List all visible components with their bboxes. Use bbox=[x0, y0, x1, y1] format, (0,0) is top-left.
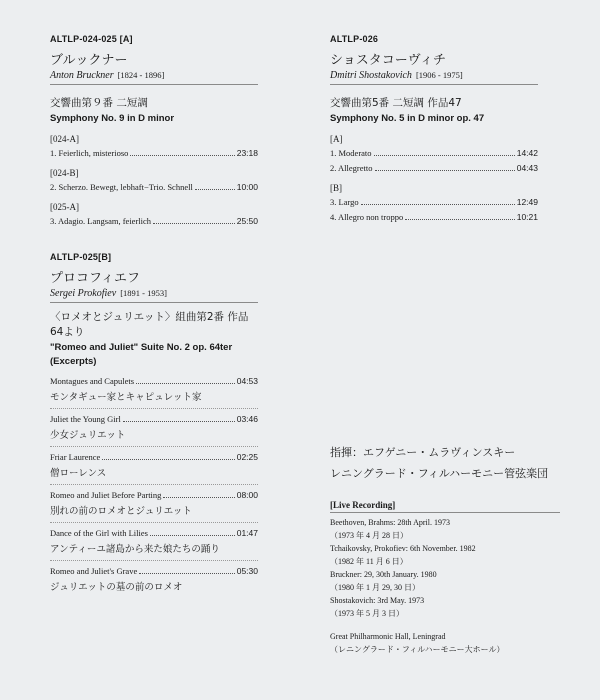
composer-name-jp: ショスタコーヴィチ bbox=[330, 53, 446, 68]
track-duration: 25:50 bbox=[236, 216, 258, 226]
track-item bbox=[50, 490, 258, 523]
track-title-jp: ジュリエットの墓の前のロメオ bbox=[50, 582, 183, 593]
catalog-code: ALTLP-024-025 [A] bbox=[50, 34, 133, 44]
track-item bbox=[50, 528, 258, 561]
track-title-jp: アンティーユ諸島から来た娘たちの踊り bbox=[50, 541, 258, 561]
track-title-jp: 別れの前のロメオとジュリエット bbox=[50, 503, 258, 523]
track-title: 4. Allegro non troppo bbox=[330, 212, 404, 222]
track-title: 2. Allegretto bbox=[330, 163, 373, 173]
track-title: 3. Largo bbox=[330, 197, 359, 207]
recording-date-line: （1973 年 5 月 3 日） bbox=[330, 609, 404, 618]
composer-name-en-text: Anton Bruckner bbox=[50, 70, 114, 81]
track-duration: 23:18 bbox=[236, 148, 258, 158]
leader-dots bbox=[374, 155, 515, 156]
live-recording-heading: [Live Recording] bbox=[330, 500, 560, 513]
side-label: [B] bbox=[330, 183, 342, 193]
leader-dots bbox=[153, 223, 235, 224]
credits-section bbox=[330, 442, 570, 656]
composer-name-en bbox=[50, 288, 258, 303]
track-title: Romeo and Juliet Before Parting bbox=[50, 490, 162, 500]
catalog-code: ALTLP-026 bbox=[330, 34, 379, 44]
work-title-en: Symphony No. 9 in D minor bbox=[50, 113, 175, 124]
venue-jp: （レニングラード・フィルハーモニー大ホール） bbox=[330, 645, 505, 654]
track-title: 1. Feierlich, misterioso bbox=[50, 148, 129, 158]
track-duration: 01:47 bbox=[236, 528, 258, 538]
orchestra-credit: レニングラード・フィルハーモニー管弦楽団 bbox=[330, 467, 549, 480]
track-row bbox=[50, 216, 258, 226]
track-title: 3. Adagio. Langsam, feierlich bbox=[50, 216, 152, 226]
spacer bbox=[50, 367, 258, 371]
track-title-jp: 僧ローレンス bbox=[50, 465, 258, 485]
track-row bbox=[50, 490, 258, 500]
track-title: Montagues and Capulets bbox=[50, 376, 135, 386]
leader-dots bbox=[139, 573, 234, 574]
track-duration: 05:30 bbox=[236, 566, 258, 576]
recording-date-line: Beethoven, Brahms: 28th April. 1973 bbox=[330, 518, 450, 527]
conductor-credit: 指揮：エフゲニー・ムラヴィンスキー bbox=[330, 446, 516, 459]
track-item bbox=[50, 452, 258, 485]
track-item bbox=[50, 376, 258, 409]
side-label: [024-B] bbox=[50, 168, 79, 178]
track-duration: 03:46 bbox=[236, 414, 258, 424]
recording-date-line: Tchaikovsky, Prokofiev: 6th November. 1982 bbox=[330, 544, 476, 553]
catalog-code: ALTLP-025[B] bbox=[50, 252, 112, 262]
recording-date-line: Shostakovich: 3rd May. 1973 bbox=[330, 596, 425, 605]
side-label: [A] bbox=[330, 134, 343, 144]
recording-date-line: Bruckner: 29, 30th January. 1980 bbox=[330, 570, 437, 579]
track-duration: 08:00 bbox=[236, 490, 258, 500]
composer-name-en-text: Sergei Prokofiev bbox=[50, 288, 117, 299]
track-title: Dance of the Girl with Lilies bbox=[50, 528, 148, 538]
work-excerpts-note: (Excerpts) bbox=[50, 356, 97, 367]
track-duration: 12:49 bbox=[516, 197, 538, 207]
leader-dots bbox=[102, 459, 234, 460]
work-title-en: Symphony No. 5 in D minor op. 47 bbox=[330, 113, 485, 124]
track-duration: 10:21 bbox=[516, 212, 538, 222]
composer-years: [1824 - 1896] bbox=[117, 70, 165, 80]
composer-name-jp: プロコフィエフ bbox=[50, 271, 140, 286]
track-title-jp: モンタギュー家とキャピュレット家 bbox=[50, 389, 258, 409]
prokofiev-section bbox=[50, 252, 258, 598]
track-title: Juliet the Young Girl bbox=[50, 414, 121, 424]
leader-dots bbox=[361, 204, 515, 205]
track-duration: 04:53 bbox=[236, 376, 258, 386]
track-row bbox=[330, 148, 538, 158]
track-row bbox=[330, 197, 538, 207]
track-duration: 14:42 bbox=[516, 148, 538, 158]
venue: Great Philharmonic Hall, Leningrad bbox=[330, 632, 446, 641]
composer-name-en bbox=[50, 70, 258, 85]
recording-date-line: （1973 年 4 月 28 日） bbox=[330, 531, 408, 540]
composer-name-en bbox=[330, 70, 538, 85]
track-row bbox=[50, 528, 258, 538]
shostakovich-section bbox=[330, 34, 538, 222]
track-title: 1. Moderato bbox=[330, 148, 372, 158]
track-duration: 04:43 bbox=[516, 163, 538, 173]
track-title: Romeo and Juliet's Grave bbox=[50, 566, 138, 576]
track-row bbox=[50, 566, 258, 576]
leader-dots bbox=[195, 189, 235, 190]
leader-dots bbox=[136, 383, 235, 384]
track-row bbox=[330, 163, 538, 173]
work-title-en: "Romeo and Juliet" Suite No. 2 op. 64ter bbox=[50, 342, 233, 353]
track-row bbox=[50, 148, 258, 158]
track-title: 2. Scherzo. Bewegt, lebhaft−Trio. Schnell bbox=[50, 182, 193, 192]
track-title: Friar Laurence bbox=[50, 452, 101, 462]
work-title-jp: 〈ロメオとジュリエット〉組曲第2番 作品64より bbox=[50, 311, 249, 338]
track-item bbox=[50, 414, 258, 447]
recording-date-line: （1980 年 1 月 29, 30 日） bbox=[330, 583, 420, 592]
composer-years: [1906 - 1975] bbox=[415, 70, 463, 80]
composer-years: [1891 - 1953] bbox=[120, 288, 167, 298]
track-row bbox=[330, 212, 538, 222]
track-row bbox=[50, 376, 258, 386]
composer-name-en-text: Dmitri Shostakovich bbox=[330, 70, 412, 81]
leader-dots bbox=[150, 535, 235, 536]
leader-dots bbox=[405, 219, 515, 220]
composer-name-jp: ブルックナー bbox=[50, 53, 128, 68]
side-label: [024-A] bbox=[50, 134, 79, 144]
bruckner-section bbox=[50, 34, 258, 226]
track-item bbox=[50, 566, 258, 598]
work-title-jp: 交響曲第5番 二短調 作品47 bbox=[330, 97, 462, 109]
track-row bbox=[50, 452, 258, 462]
track-title-jp: 少女ジュリエット bbox=[50, 427, 258, 447]
track-row bbox=[50, 182, 258, 192]
work-title-jp: 交響曲第９番 二短調 bbox=[50, 97, 148, 109]
leader-dots bbox=[123, 421, 235, 422]
track-row bbox=[50, 414, 258, 424]
leader-dots bbox=[130, 155, 234, 156]
recording-dates bbox=[330, 516, 570, 620]
recording-date-line: （1982 年 11 月 6 日） bbox=[330, 557, 408, 566]
side-label: [025-A] bbox=[50, 202, 79, 212]
track-duration: 10:00 bbox=[236, 182, 258, 192]
track-duration: 02:25 bbox=[236, 452, 258, 462]
leader-dots bbox=[163, 497, 234, 498]
leader-dots bbox=[375, 170, 515, 171]
